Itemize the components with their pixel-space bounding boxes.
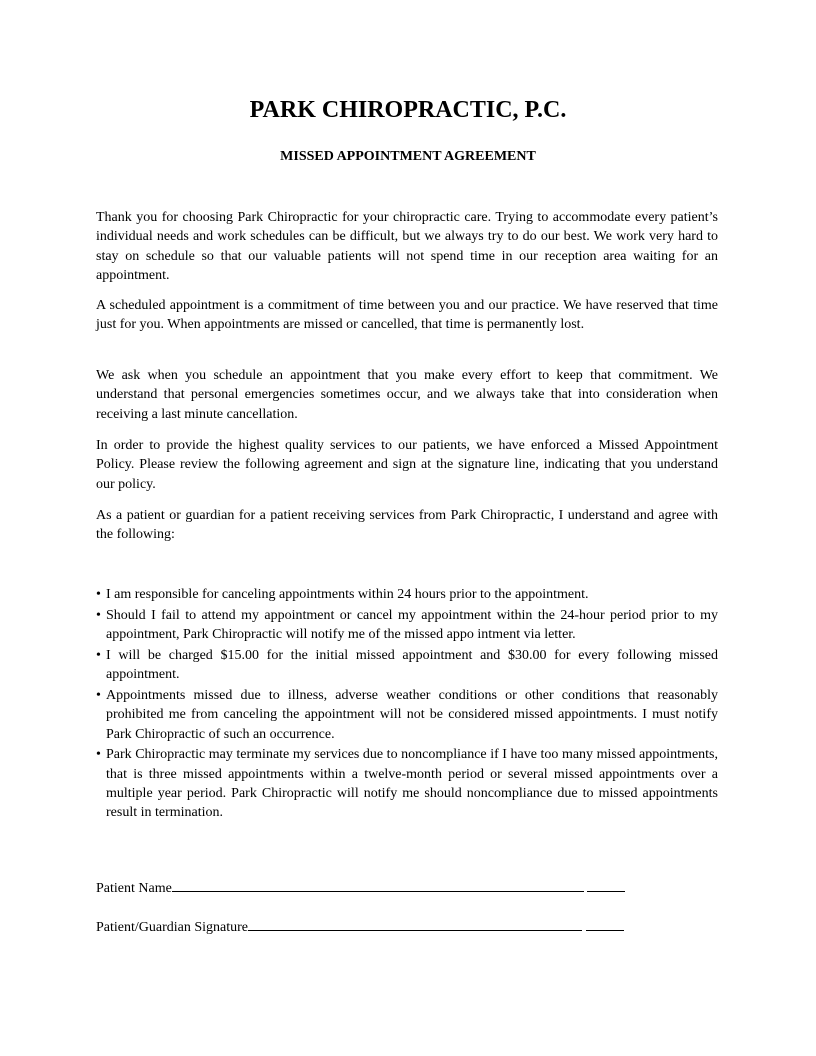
patient-name-label: Patient Name: [96, 881, 172, 896]
bullet-icon: •: [96, 747, 101, 763]
term-text: I will be charged $15.00 for the initial missed appointment and $30.00 for every following missed appointment.: [106, 647, 718, 683]
term-text: Appointments missed due to illness, adverse weather conditions or other conditions that reasonably prohibited me from canceling the appointment will not be considered missed appointments. I must notify Park Chiropractic of such an occurrence.: [106, 687, 718, 742]
practice-title: PARK CHIROPRACTIC, P.C.: [249, 97, 567, 123]
agreement-subtitle: MISSED APPOINTMENT AGREEMENT: [280, 149, 536, 164]
list-item: [96, 646, 718, 685]
patient-name-field[interactable]: [172, 877, 584, 892]
guardian-signature-date-field[interactable]: [586, 916, 624, 931]
guardian-signature-line: [96, 916, 624, 938]
agreement-terms-list: [96, 585, 718, 824]
list-item: [96, 585, 718, 604]
patient-name-date-field[interactable]: [587, 877, 625, 892]
bullet-icon: •: [96, 587, 101, 602]
guardian-signature-field[interactable]: [248, 916, 582, 931]
intro-paragraph: Thank you for choosing Park Chiropractic for your chiropractic care. Trying to accommodate every patient’s individual needs and work schedules can be difficult, but we always try to do our best. We work very hard to stay on schedule so that our valuable patients will not spend time in our reception area waiting for an appointment.: [96, 210, 718, 283]
bullet-icon: •: [96, 647, 101, 663]
policy-paragraph: In order to provide the highest quality services to our patients, we have enforced a Missed Appointment Policy. Please review the following agreement and sign at the signature line, indicating that you understand our policy.: [96, 438, 718, 492]
term-text: Should I fail to attend my appointment or cancel my appointment within the 24-hour period prior to my appointment, Park Chiropractic will notify me of the missed appo intment via letter.: [106, 607, 718, 643]
agreement-intro-paragraph: As a patient or guardian for a patient receiving services from Park Chiropractic, I understand and agree with the following:: [96, 508, 718, 543]
list-item: [96, 745, 718, 822]
bullet-icon: •: [96, 607, 101, 623]
emergency-paragraph: We ask when you schedule an appointment that you make every effort to keep that commitment. We understand that personal emergencies sometimes occur, and we always take that into consideration when receiving a last minute cancellation.: [96, 368, 718, 422]
term-text: I am responsible for canceling appointments within 24 hours prior to the appointment.: [106, 587, 589, 602]
term-text: Park Chiropractic may terminate my services due to noncompliance if I have too many missed appointments, that is three missed appointments within a twelve-month period or several missed appointments over a multiple year period. Park Chiropractic will notify me should noncompliance due to missed appointments result in termination.: [106, 747, 718, 821]
patient-name-line: [96, 877, 625, 899]
bullet-icon: •: [96, 687, 101, 703]
list-item: [96, 686, 718, 744]
commitment-paragraph: A scheduled appointment is a commitment of time between you and our practice. We have reserved that time just for you. When appointments are missed or cancelled, that time is permanently lost.: [96, 298, 718, 333]
list-item: [96, 606, 718, 645]
guardian-signature-label: Patient/Guardian Signature: [96, 920, 249, 935]
